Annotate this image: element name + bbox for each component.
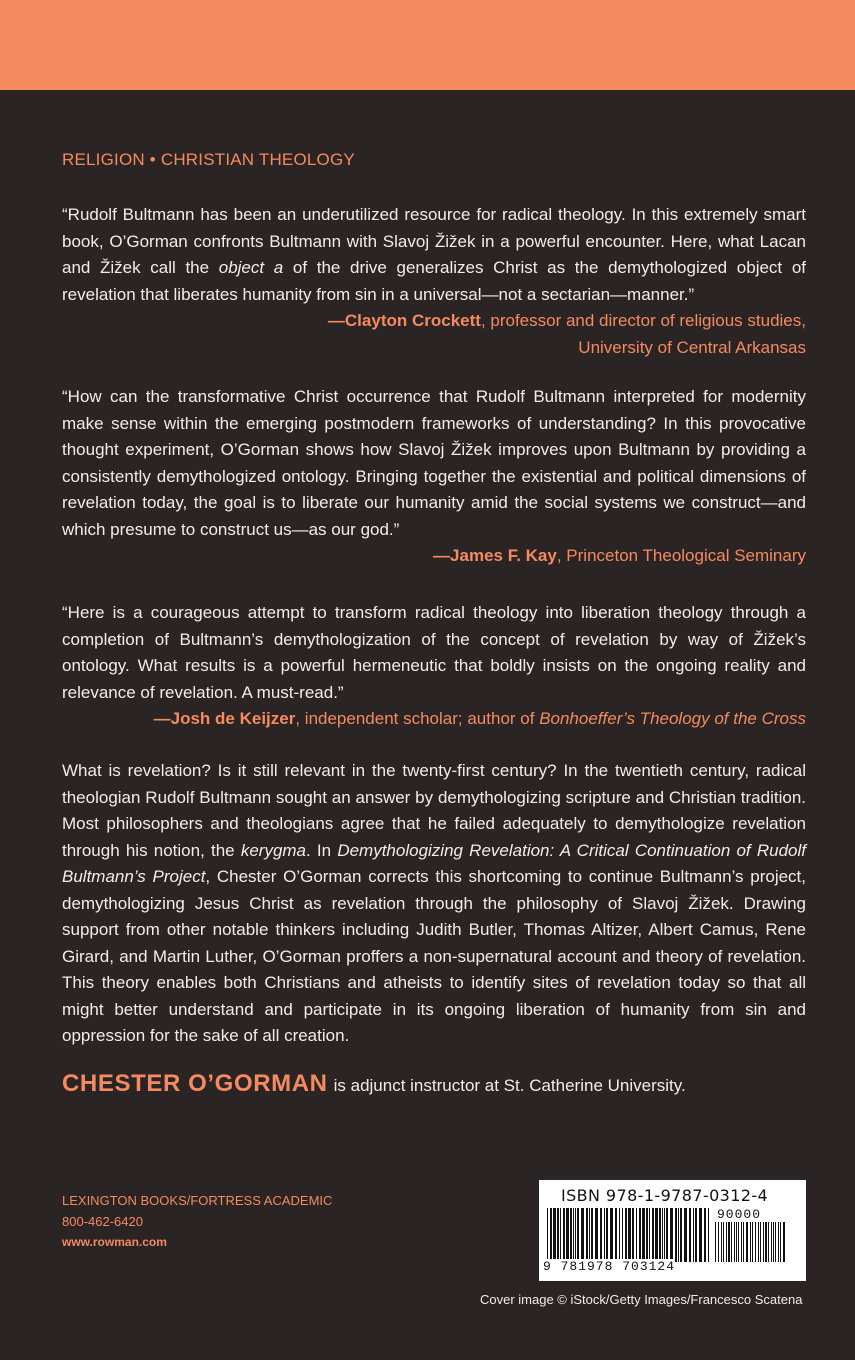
barcode-bar bbox=[625, 1208, 627, 1262]
ean-barcode-bars bbox=[547, 1208, 709, 1262]
barcode-bar bbox=[750, 1222, 751, 1262]
barcode-bar bbox=[557, 1208, 559, 1262]
barcode-bar bbox=[768, 1222, 769, 1262]
barcode-bar bbox=[763, 1222, 764, 1262]
endorsement-3-text: “Here is a courageous attempt to transform radical theology into liberation theology through a completion of Bultmann’s demythologization of the concept of revelation by way of Žižek’s ontology. What results is a powerful hermeneutic that boldly insists on the ongoing reality and relevance of revelation. A must-read.” bbox=[62, 603, 806, 702]
barcode-bar bbox=[575, 1208, 576, 1262]
barcode-bar bbox=[680, 1208, 682, 1262]
barcode-bar bbox=[758, 1222, 759, 1262]
barcode-bar bbox=[649, 1208, 650, 1262]
endorsement-2 bbox=[62, 384, 806, 570]
addon-barcode-bars bbox=[715, 1222, 787, 1262]
endorsement-3 bbox=[62, 600, 806, 733]
barcode-bar bbox=[715, 1222, 716, 1262]
barcode-bar bbox=[595, 1208, 598, 1262]
publisher-name: LEXINGTON BOOKS/FORTRESS ACADEMIC bbox=[62, 1193, 333, 1208]
barcode-bar bbox=[670, 1208, 673, 1262]
barcode-bar bbox=[771, 1222, 772, 1262]
barcode-bar bbox=[652, 1208, 654, 1262]
barcode-bar bbox=[566, 1208, 569, 1262]
book-description: What is revelation? Is it still relevant in the twenty-first century? In the twentieth century, radical theologian Rudolf Bultmann sought an answer by demythologizing scripture and Christian tradition. Most philosophers and theologians agree that he failed adequately to demythologize revelation through his notion, the kerygma. In Demythologizing Revelation: A Critical Continuation of Rudolf Bultmann’s Project, Chester O’Gorman corrects this shortcoming to continue Bultmann’s project, demythologizing Jesus Christ as revelation through the philosophy of Slavoj Žižek. Drawing support from other notable thinkers including Judith Butler, Thomas Altizer, Albert Camus, Rene Girard, and Martin Luther, O’Gorman proffers a non-supernatural account and theory of revelation. This theory enables both Christians and atheists to identify sites of revelation today so that all might better understand and participate in its ongoing liberation of humanity from sin and oppression for the sake of all creation. bbox=[62, 761, 806, 1045]
barcode-bar bbox=[560, 1208, 561, 1262]
endorsement-1-text: “Rudolf Bultmann has been an underutilized resource for radical theology. In this extremely smart book, O’Gorman confronts Bultmann with Slavoj Žižek in a powerful encounter. Here, what Lacan and Žižek call the object a of the drive generalizes Christ as the demythologized object of revelation that liberates humanity from sin in a universal—not a sectarian—manner.” bbox=[62, 205, 806, 304]
barcode-bar bbox=[659, 1208, 661, 1262]
endorsement-1-attribution: —Clayton Crockett, professor and director of religious studies, University of Central Arkansas bbox=[327, 311, 806, 357]
barcode-bar bbox=[573, 1208, 574, 1262]
ean-number: 9 781978 703124 bbox=[543, 1259, 676, 1274]
barcode-bar bbox=[606, 1208, 608, 1262]
isbn-barcode bbox=[539, 1180, 806, 1281]
barcode-bar bbox=[743, 1222, 744, 1262]
endorsement-1 bbox=[62, 202, 806, 361]
barcode-bar bbox=[678, 1208, 679, 1262]
barcode-bar bbox=[610, 1208, 613, 1262]
barcode-bar bbox=[591, 1208, 593, 1262]
top-color-band bbox=[0, 0, 855, 90]
barcode-bar bbox=[570, 1208, 572, 1262]
barcode-bar bbox=[699, 1208, 702, 1262]
endorsement-2-attribution: —James F. Kay, Princeton Theological Seminary bbox=[433, 546, 806, 565]
barcode-bar bbox=[693, 1208, 694, 1262]
price-addon-number: 90000 bbox=[717, 1207, 762, 1222]
barcode-bar bbox=[586, 1208, 588, 1262]
barcode-bar bbox=[577, 1208, 579, 1262]
barcode-bar bbox=[615, 1208, 617, 1262]
barcode-bar bbox=[581, 1208, 584, 1262]
barcode-bar bbox=[553, 1208, 556, 1262]
barcode-bar bbox=[721, 1222, 722, 1262]
barcode-bar bbox=[666, 1208, 668, 1262]
barcode-bar bbox=[600, 1208, 602, 1262]
barcode-bar bbox=[780, 1222, 781, 1262]
barcode-bar bbox=[731, 1222, 732, 1262]
barcode-bar bbox=[639, 1208, 641, 1262]
barcode-bar bbox=[734, 1222, 735, 1262]
author-bio bbox=[62, 1070, 822, 1098]
barcode-bar bbox=[755, 1222, 756, 1262]
cover-image-credit: Cover image © iStock/Getty Images/Francesco Scatena bbox=[480, 1292, 803, 1307]
barcode-bar bbox=[628, 1208, 631, 1262]
barcode-bar bbox=[642, 1208, 645, 1262]
barcode-bar bbox=[726, 1222, 727, 1262]
barcode-bar bbox=[636, 1208, 637, 1262]
barcode-bar bbox=[604, 1208, 605, 1262]
barcode-bar bbox=[783, 1222, 785, 1262]
barcode-bar bbox=[752, 1222, 753, 1262]
barcode-bar bbox=[662, 1208, 663, 1262]
barcode-bar bbox=[619, 1208, 620, 1262]
barcode-bar bbox=[765, 1222, 767, 1262]
barcode-bar bbox=[728, 1222, 730, 1262]
barcode-bar bbox=[675, 1208, 677, 1262]
barcode-bar bbox=[746, 1222, 748, 1262]
endorsement-2-text: “How can the transformative Christ occurrence that Rudolf Bultmann interpreted for modernity make sense within the emerging postmodern frameworks of understanding? In this provocative thought experiment, O’Gorman shows how Slavoj Žižek improves upon Bultmann by providing a consistently demythologized ontology. Bringing together the existential and political dimensions of revelation today, the goal is to liberate our humanity amid the social systems we construct—and which presume to construct us—as our god.” bbox=[62, 387, 806, 539]
barcode-bar bbox=[718, 1222, 719, 1262]
barcode-bar bbox=[689, 1208, 691, 1262]
barcode-bar bbox=[708, 1208, 709, 1262]
barcode-bar bbox=[704, 1208, 706, 1262]
barcode-bar bbox=[684, 1208, 687, 1262]
barcode-bar bbox=[589, 1208, 590, 1262]
barcode-bar bbox=[622, 1208, 623, 1262]
barcode-bar bbox=[632, 1208, 634, 1262]
barcode-bar bbox=[738, 1222, 739, 1262]
barcode-bar bbox=[760, 1222, 761, 1262]
barcode-bar bbox=[723, 1222, 724, 1262]
barcode-bar bbox=[664, 1208, 665, 1262]
author-name: CHESTER O’GORMAN bbox=[62, 1070, 328, 1097]
barcode-bar bbox=[547, 1208, 548, 1262]
barcode-bar bbox=[563, 1208, 565, 1262]
barcode-bar bbox=[736, 1222, 737, 1262]
barcode-bar bbox=[646, 1208, 648, 1262]
barcode-bar bbox=[775, 1222, 776, 1262]
isbn-number: ISBN 978-1-9787-0312-4 bbox=[561, 1186, 769, 1205]
barcode-bar bbox=[773, 1222, 774, 1262]
category-label: RELIGION • CHRISTIAN THEOLOGY bbox=[62, 150, 355, 169]
author-bio-text: is adjunct instructor at St. Catherine University. bbox=[333, 1076, 686, 1095]
publisher-info bbox=[62, 1190, 332, 1253]
barcode-bar bbox=[655, 1208, 658, 1262]
publisher-phone: 800-462-6420 bbox=[62, 1214, 143, 1229]
barcode-bar bbox=[741, 1222, 742, 1262]
barcode-bar bbox=[695, 1208, 697, 1262]
barcode-bar bbox=[550, 1208, 552, 1262]
endorsement-3-attribution: —Josh de Keijzer, independent scholar; author of Bonhoeffer’s Theology of the Cross bbox=[153, 709, 806, 728]
barcode-bar bbox=[778, 1222, 779, 1262]
publisher-website: www.rowman.com bbox=[62, 1235, 167, 1249]
